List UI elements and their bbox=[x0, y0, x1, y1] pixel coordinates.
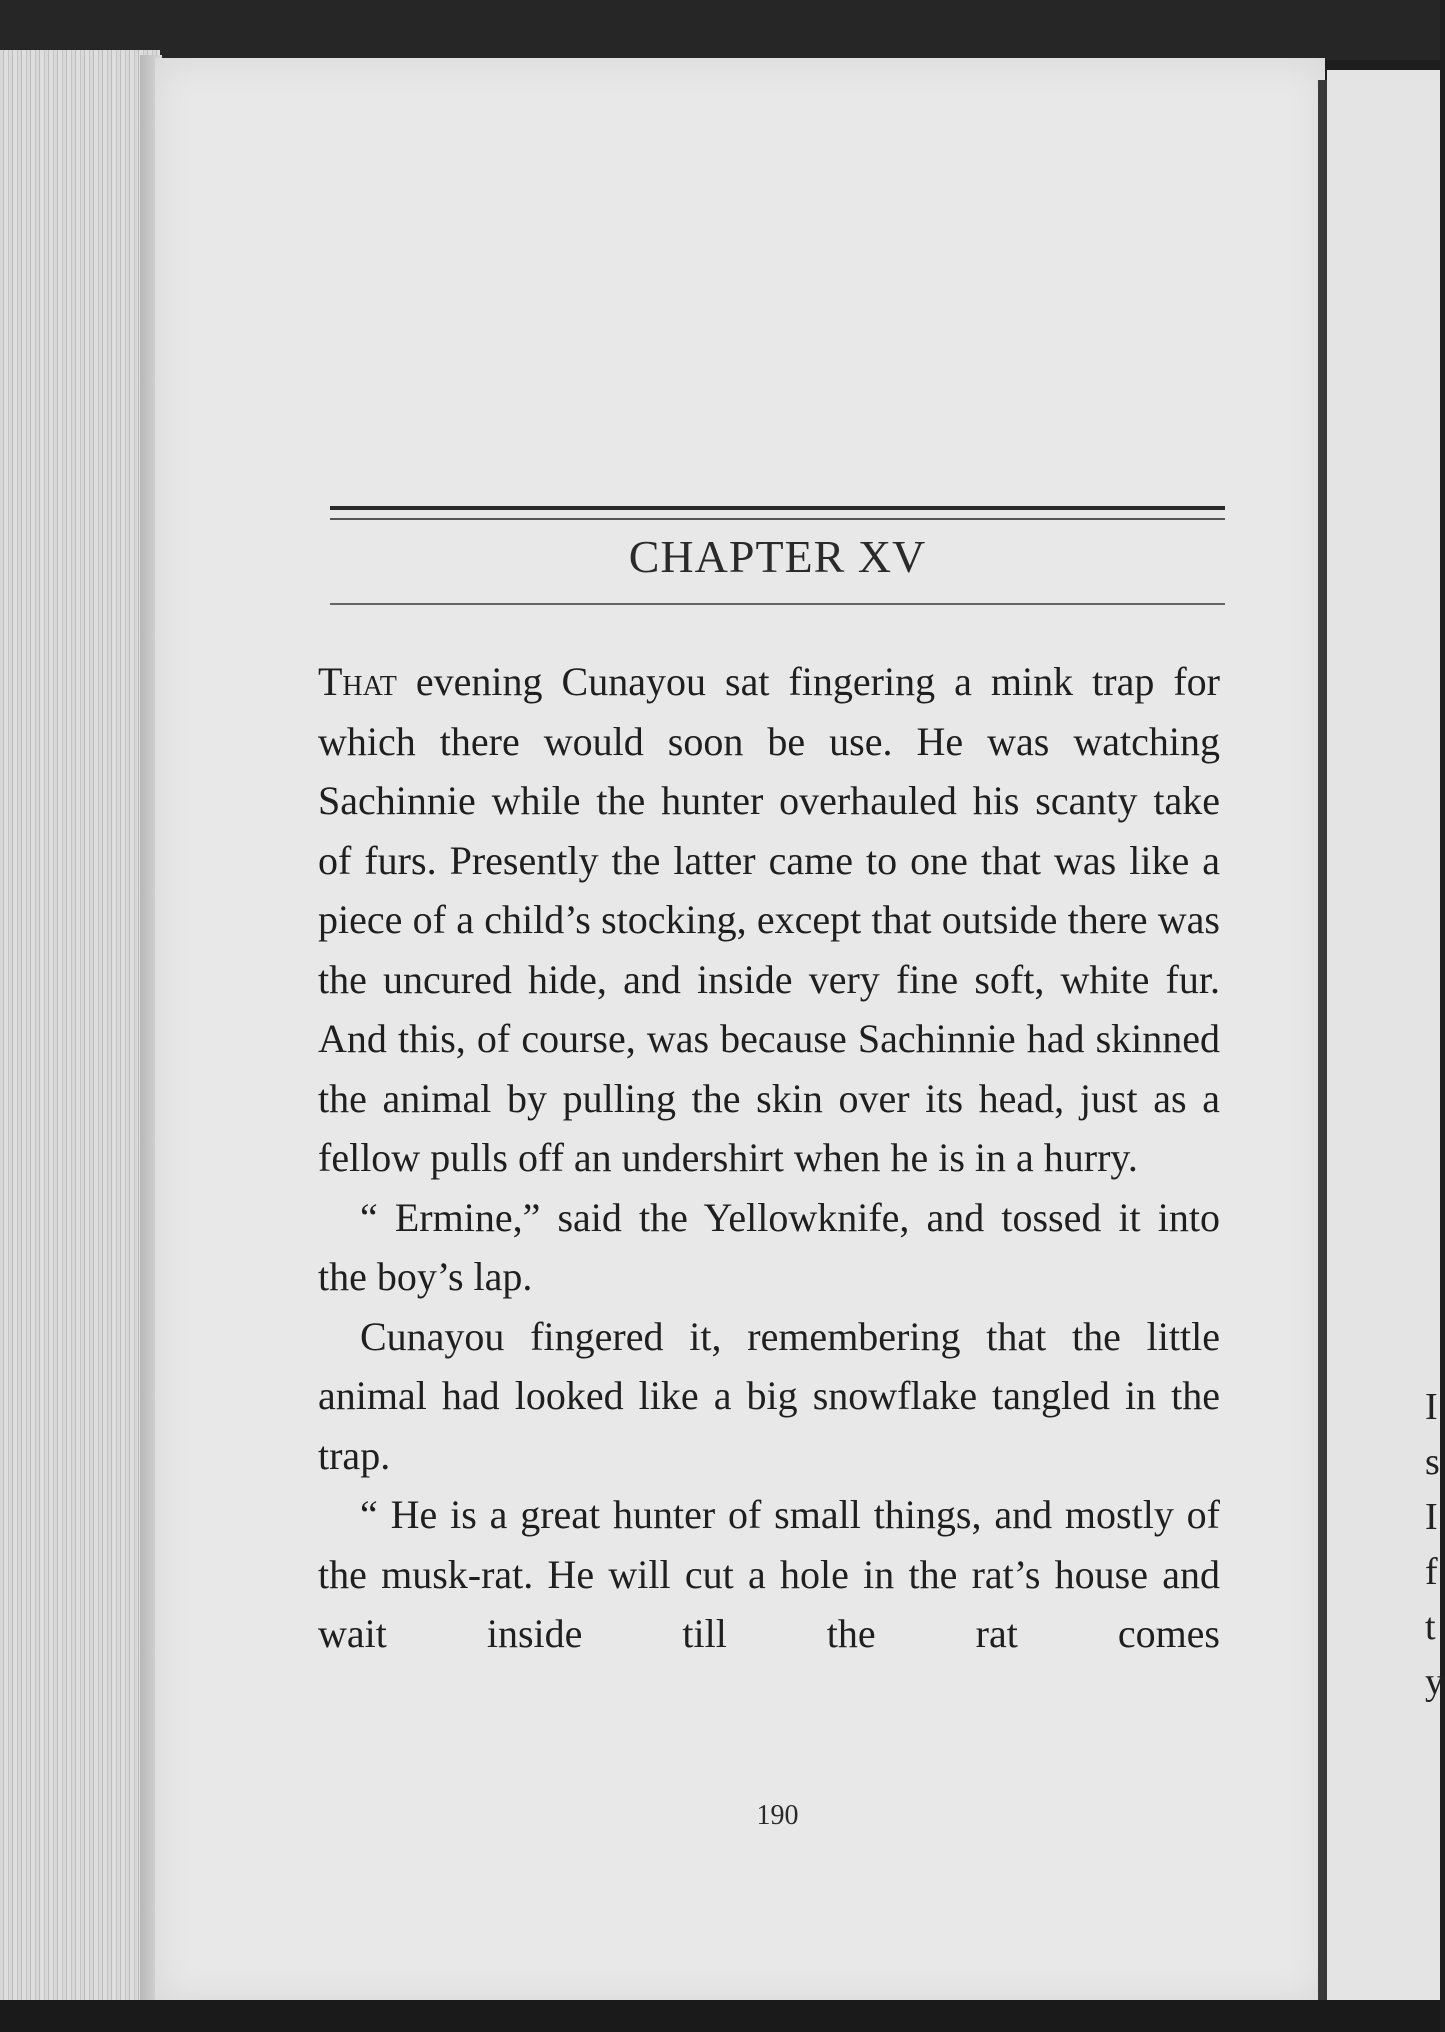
paragraph-1 bbox=[318, 652, 1220, 1188]
facing-letter: f bbox=[1425, 1551, 1438, 1593]
paragraph-3: Cunayou fingered it, remembering that the little animal had looked like a big snowflake tangled in the trap. bbox=[318, 1313, 1220, 1478]
facing-page-letters bbox=[1425, 1380, 1445, 1710]
facing-letter: t bbox=[1425, 1606, 1436, 1648]
book-gutter bbox=[1318, 80, 1327, 2000]
paragraph-4: “ He is a great hunter of small things, and mostly of the musk-rat. He will cut a hole in the rat’s house and wait inside till the rat comes bbox=[318, 1492, 1220, 1656]
facing-letter: I bbox=[1425, 1496, 1438, 1538]
chapter-title: CHAPTER XV bbox=[628, 531, 927, 582]
scan-top-border bbox=[0, 0, 1440, 60]
paragraph-lead-word: That bbox=[318, 659, 397, 704]
chapter-body bbox=[318, 652, 1220, 1664]
paragraph-1-text: evening Cunayou sat fingering a mink trap for which there would soon be use. He was watching Sachinnie while the hunter overhauled his scanty take of furs. Presently the latter came to one that was like a piece of a child’s stocking, except that outside there was the uncured hide, and inside very fine soft, white fur. And this, of course, was because Sachinnie had skinned the animal by pulling the skin over its head, just as a fellow pulls off an undershirt when he is in a hurry. bbox=[318, 659, 1220, 1180]
page-number: 190 bbox=[756, 1800, 799, 1831]
scan-bottom-border bbox=[0, 2000, 1440, 2032]
facing-letter: s bbox=[1425, 1441, 1440, 1483]
facing-letter: I bbox=[1425, 1386, 1438, 1428]
paragraph-2: “ Ermine,” said the Yellowknife, and tossed it into the boy’s lap. bbox=[318, 1194, 1220, 1299]
chapter-rule-thin bbox=[330, 518, 1225, 520]
facing-letter: y bbox=[1425, 1661, 1444, 1703]
chapter-rule-thick bbox=[330, 506, 1225, 510]
facing-page bbox=[1327, 70, 1440, 2000]
chapter-rule-under bbox=[330, 603, 1225, 605]
left-page-edges bbox=[0, 50, 160, 2000]
